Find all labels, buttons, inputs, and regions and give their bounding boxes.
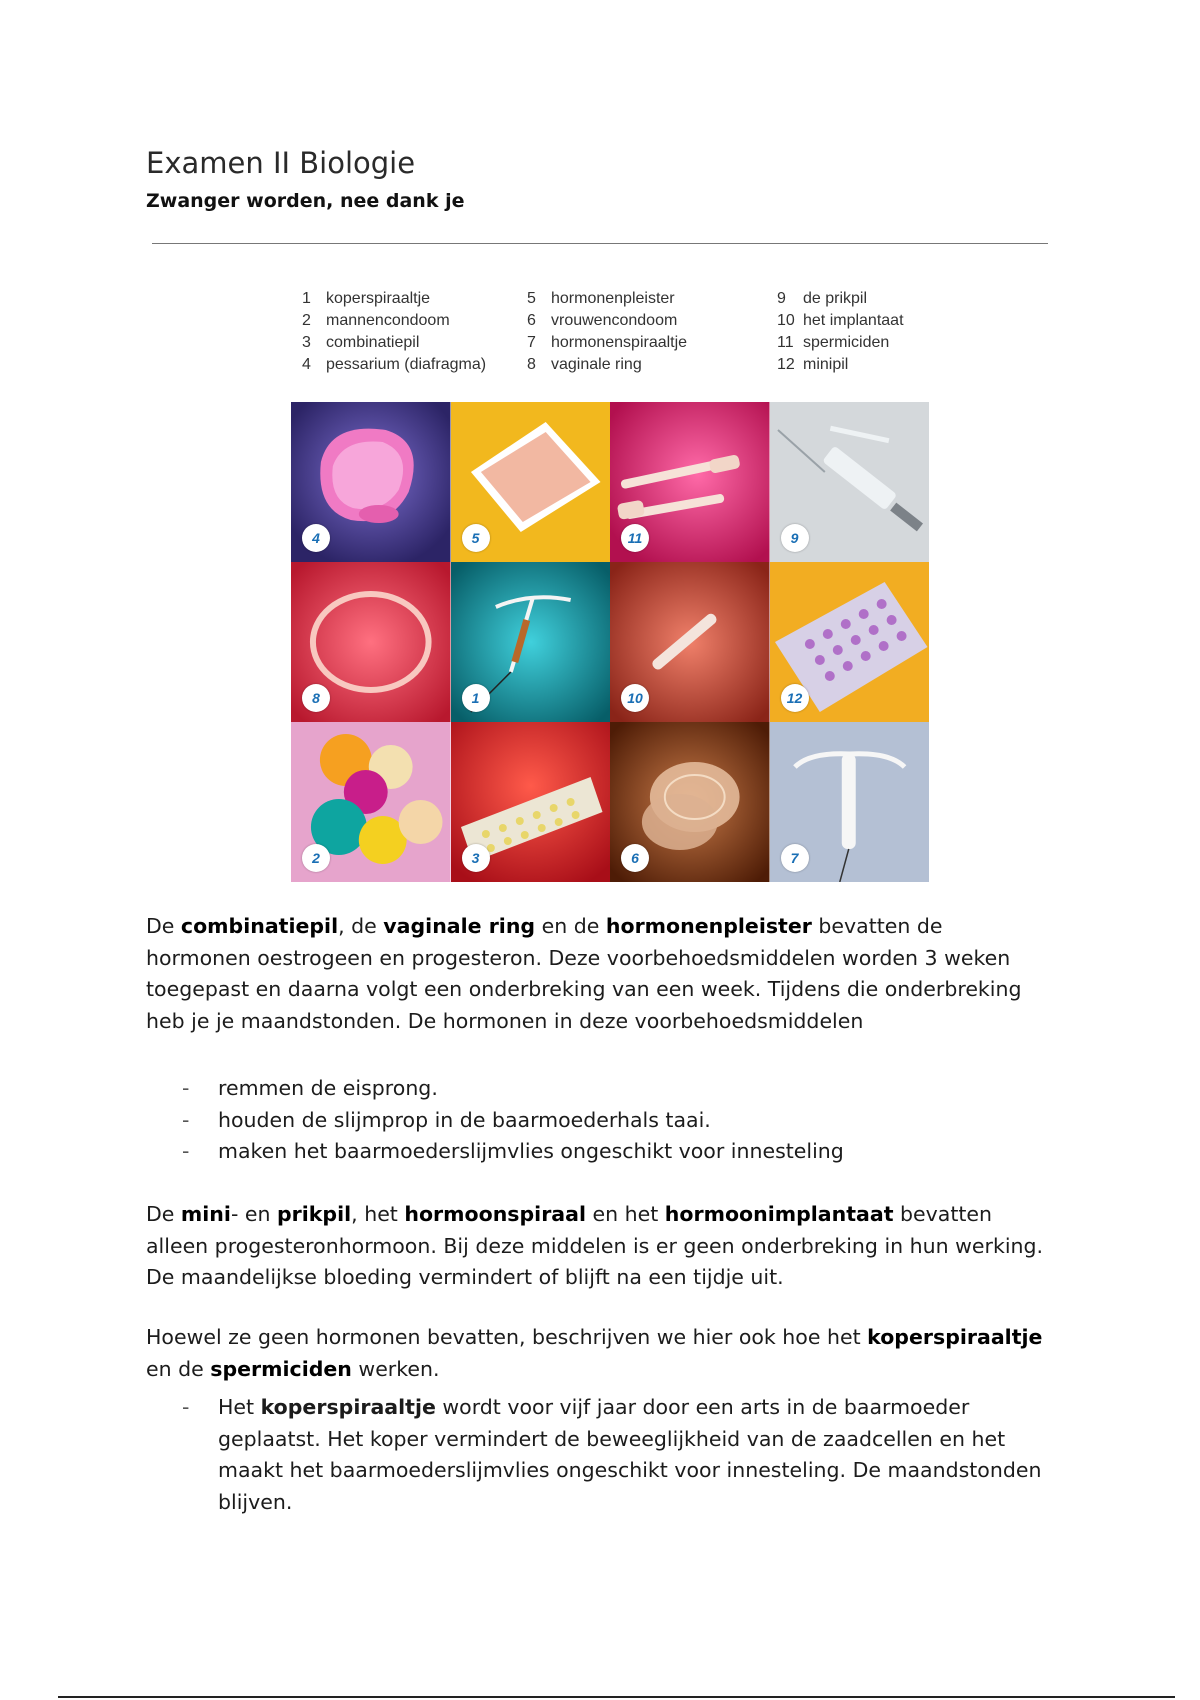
photo-spermiciden — [610, 402, 770, 562]
legend-item: 2 mannencondoom — [302, 312, 450, 329]
photo-minipil — [770, 562, 930, 722]
photo-number-badge: 4 — [302, 524, 330, 552]
legend-item: 4 pessarium (diafragma) — [302, 356, 487, 373]
page-bottom-border — [58, 1696, 1175, 1698]
effects-list — [146, 1073, 1046, 1168]
photo-mannencondoom — [291, 722, 451, 882]
paragraph-progesterone-only: De mini- en prikpil, het hormoonspiraal en het hormoonimplantaat bevatten alleen progesteronhormoon. Bij deze middelen is er geen onderbreking in hun werking. De maandelijkse bloeding vermindert of blijft na een tijdje uit. — [146, 1202, 1044, 1289]
legend-item: 1 koperspiraaltje — [302, 290, 431, 307]
paragraph-non-hormonal: Hoewel ze geen hormonen bevatten, beschrijven we hier ook hoe het koperspiraaltje en de spermiciden werken. — [146, 1325, 1043, 1381]
photo-number-badge: 11 — [621, 524, 649, 552]
legend-column-3 — [777, 288, 904, 376]
list-item: - Het koperspiraaltje wordt voor vijf jaar door een arts in de baarmoeder geplaatst. Het koper vermindert de beweeglijkheid van de zaadcellen en het maakt het baarmoederslijmvlies ongeschikt voor innesteling. De maandstonden blijven. — [182, 1395, 1042, 1514]
legend-item: 12 minipil — [777, 356, 849, 373]
photo-number-badge: 7 — [781, 844, 809, 872]
photo-koperspiraaltje — [451, 562, 611, 722]
list-item: - maken het baarmoederslijmvlies ongeschikt voor innesteling — [182, 1139, 844, 1163]
legend-item: 6 vrouwencondoom — [527, 312, 678, 329]
legend-item: 3 combinatiepil — [302, 334, 420, 351]
page-title: Examen II Biologie — [146, 146, 416, 180]
photo-number-badge: 5 — [462, 524, 490, 552]
photo-number-badge: 10 — [621, 684, 649, 712]
photo-implantaat — [610, 562, 770, 722]
legend-item: 9 de prikpil — [777, 290, 868, 307]
legend-item: 7 hormonenspiraaltje — [527, 334, 688, 351]
photo-number-badge: 8 — [302, 684, 330, 712]
photo-hormonenpleister — [451, 402, 611, 562]
photo-number-badge: 3 — [462, 844, 490, 872]
photo-vrouwencondoom — [610, 722, 770, 882]
photo-combinatiepil — [451, 722, 611, 882]
photo-number-badge: 2 — [302, 844, 330, 872]
page-subtitle: Zwanger worden, nee dank je — [146, 190, 465, 212]
photo-pessarium — [291, 402, 451, 562]
photo-number-badge: 1 — [462, 684, 490, 712]
photo-number-badge: 6 — [621, 844, 649, 872]
photo-number-badge: 12 — [781, 684, 809, 712]
contraceptives-photo-grid — [291, 402, 929, 882]
list-item: - remmen de eisprong. — [182, 1076, 438, 1100]
legend-item: 11 spermiciden — [777, 334, 890, 351]
legend-column-2 — [527, 288, 687, 376]
list-item: - houden de slijmprop in de baarmoederhals taai. — [182, 1107, 711, 1132]
legend-item: 10 het implantaat — [777, 312, 904, 329]
photo-hormonenspiraaltje — [770, 722, 930, 882]
photo-number-badge: 9 — [781, 524, 809, 552]
photo-prikpil — [770, 402, 930, 562]
legend-item: 5 hormonenpleister — [527, 290, 675, 307]
photo-vaginale-ring — [291, 562, 451, 722]
paragraph-hormonal-combination: De combinatiepil, de vaginale ring en de hormonenpleister bevatten de hormonen oestrogeen en progesteron. Deze voorbehoedsmiddelen worden 3 weken toegepast en daarna volgt een onderbreking van een week. Tijdens die onderbreking heb je je maandstonden. De hormonen in deze voorbehoedsmiddelen — [146, 914, 1022, 1033]
copper-iud-list — [146, 1392, 1046, 1518]
legend-item: 8 vaginale ring — [527, 356, 642, 373]
title-divider — [152, 243, 1048, 244]
legend-column-1 — [302, 288, 486, 376]
